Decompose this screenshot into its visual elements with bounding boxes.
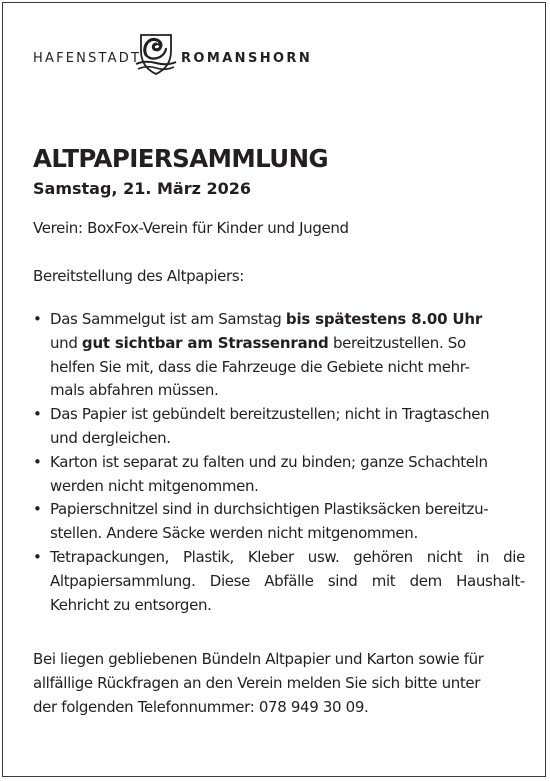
phone-line: der folgenden Telefonnummer: 078 949 30 09.	[33, 698, 369, 716]
list-item	[33, 546, 525, 617]
bullet-icon: •	[33, 500, 42, 519]
text-line: Das Sammelgut ist am Samstag bis spätestens 8.00 Uhr	[50, 310, 483, 328]
page-title: ALTPAPIERSAMMLUNG	[33, 144, 328, 173]
text-line: allfällige Rückfragen an den Verein melden Sie sich bitte unter	[33, 674, 481, 692]
justified-line: Tetrapackungen, Plastik, Kleber usw. gehören nicht in die	[50, 547, 525, 566]
text-line: Das Papier ist gebündelt bereitzustellen; nicht in Tragtaschen	[50, 405, 490, 424]
text-line: helfen Sie mit, dass die Fahrzeuge die Gebiete nicht mehr-	[50, 357, 470, 376]
location-emphasis: gut sichtbar am Strassenrand	[81, 333, 329, 352]
text-line: und gut sichtbar am Strassenrand bereitzustellen. So	[50, 333, 466, 352]
list-item	[33, 308, 525, 403]
logo-text-hafenstadt: HAFENSTADT	[33, 51, 142, 66]
list-item	[33, 403, 525, 451]
text-line: werden nicht mitgenommen.	[50, 476, 259, 495]
justified-line: Altpapiersammlung. Diese Abfälle sind mit dem Haushalt-	[50, 571, 525, 590]
text-line: Papierschnitzel sind in durchsichtigen Plastiksäcken bereitzu-	[50, 500, 489, 519]
bullet-icon: •	[33, 310, 42, 328]
provision-heading: Bereitstellung des Altpapiers:	[33, 267, 245, 285]
deadline-emphasis: bis spätestens 8.00 Uhr	[285, 310, 483, 328]
event-date: Samstag, 21. März 2026	[33, 179, 251, 198]
closing-paragraph	[33, 647, 484, 719]
logo-text-romanshorn: ROMANSHORN	[181, 51, 313, 66]
text-line: mals abfahren müssen.	[50, 381, 219, 400]
text-line: und dergleichen.	[50, 428, 171, 447]
town-logo	[33, 31, 503, 81]
bullet-icon: •	[33, 452, 42, 471]
bullet-icon: •	[33, 547, 42, 566]
club-line: Verein: BoxFox-Verein für Kinder und Jugend	[33, 219, 349, 237]
list-item	[33, 451, 525, 499]
text-line: Karton ist separat zu falten und zu binden; ganze Schachteln	[50, 452, 488, 471]
list-item	[33, 498, 525, 546]
text-line: Kehricht zu entsorgen.	[50, 595, 212, 614]
bullet-icon: •	[33, 405, 42, 424]
text-line: Bei liegen gebliebenen Bündeln Altpapier und Karton sowie für	[33, 650, 484, 668]
notice-frame	[2, 2, 546, 777]
town-crest-icon	[133, 31, 179, 77]
text-line: stellen. Andere Säcke werden nicht mitgenommen.	[50, 524, 418, 543]
rules-list	[33, 308, 525, 617]
